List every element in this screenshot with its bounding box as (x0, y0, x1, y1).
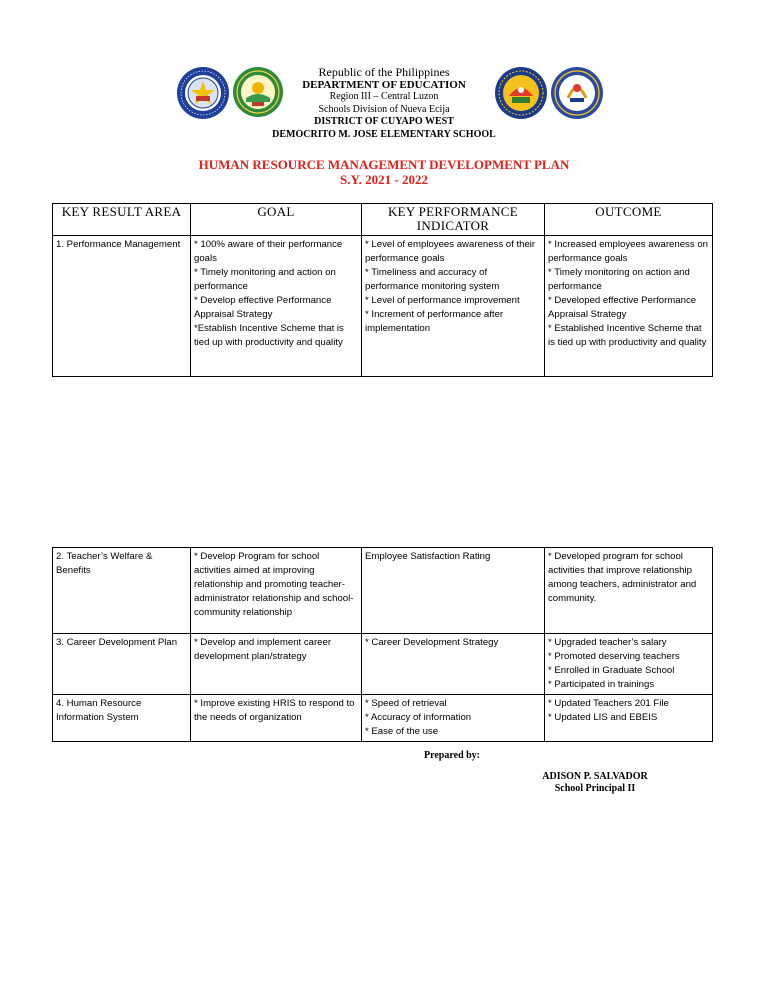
plan-table-bottom (52, 547, 713, 742)
signatory-name: ADISON P. SALVADOR (542, 771, 648, 782)
header-school: DEMOCRITO M. JOSE ELEMENTARY SCHOOL (272, 128, 496, 140)
cell-kpi: * Level of employees awareness of their performance goals * Timeliness and accuracy of performance monitoring system * Level of performance improvement * Increment of performance after implementation (362, 236, 545, 377)
cell-kra: 3. Career Development Plan (53, 634, 191, 695)
cell-kpi: * Career Development Strategy (362, 634, 545, 695)
table-header-row (53, 204, 713, 236)
prepared-by-label: Prepared by: (424, 750, 481, 761)
cell-outcome: * Developed program for school activities that improve relationship among teachers, administrator and community. (545, 548, 713, 634)
cell-goal: * Develop Program for school activities aimed at improving relationship and promoting teacher-administrator relationship and school-community relationship (191, 548, 362, 634)
table-row (53, 695, 713, 742)
header-region: Region III – Central Luzon (329, 91, 439, 102)
header-republic: Republic of the Philippines (318, 65, 450, 79)
cell-outcome: * Upgraded teacher’s salary * Promoted deserving teachers * Enrolled in Graduate School * Participated in trainings (545, 634, 713, 695)
header-key-performance-indicator: KEY PERFORMANCE INDICATOR (362, 204, 545, 236)
header-department: DEPARTMENT OF EDUCATION (302, 78, 466, 91)
cell-kra: 1. Performance Management (53, 236, 191, 377)
header-outcome: OUTCOME (545, 204, 713, 236)
table-row (53, 236, 713, 377)
header-goal: GOAL (191, 204, 362, 236)
cell-goal: * 100% aware of their performance goals * Timely monitoring and action on performance * Develop effective Performance Appraisal Strategy *Establish Incentive Scheme that is tied up with productivity and quality (191, 236, 362, 377)
cell-goal: * Improve existing HRIS to respond to the needs of organization (191, 695, 362, 742)
cell-outcome: * Increased employees awareness on performance goals * Timely monitoring on action and performance * Developed effective Performance Appraisal Strategy * Established Incentive Scheme that is tied up with productivity and quality (545, 236, 713, 377)
header-key-result-area: KEY RESULT AREA (53, 204, 191, 236)
signatory-position: School Principal II (554, 783, 636, 794)
school-year: S.Y. 2021 - 2022 (339, 172, 428, 187)
table-row (53, 548, 713, 634)
cell-kpi: Employee Satisfaction Rating (362, 548, 545, 634)
header-district: DISTRICT OF CUYAPO WEST (314, 116, 454, 127)
cell-outcome: * Updated Teachers 201 File * Updated LIS and EBEIS (545, 695, 713, 742)
document-title: HUMAN RESOURCE MANAGEMENT DEVELOPMENT PLAN (198, 157, 570, 172)
plan-table-top (52, 203, 713, 377)
cell-kpi: * Speed of retrieval * Accuracy of information * Ease of the use (362, 695, 545, 742)
cell-goal: * Develop and implement career development plan/strategy (191, 634, 362, 695)
header-division: Schools Division of Nueva Ecija (318, 103, 450, 115)
letterhead (0, 66, 768, 141)
cell-kra: 4. Human Resource Information System (53, 695, 191, 742)
cell-kra: 2. Teacher’s Welfare & Benefits (53, 548, 191, 634)
table-row (53, 634, 713, 695)
signatory-block (520, 771, 670, 795)
